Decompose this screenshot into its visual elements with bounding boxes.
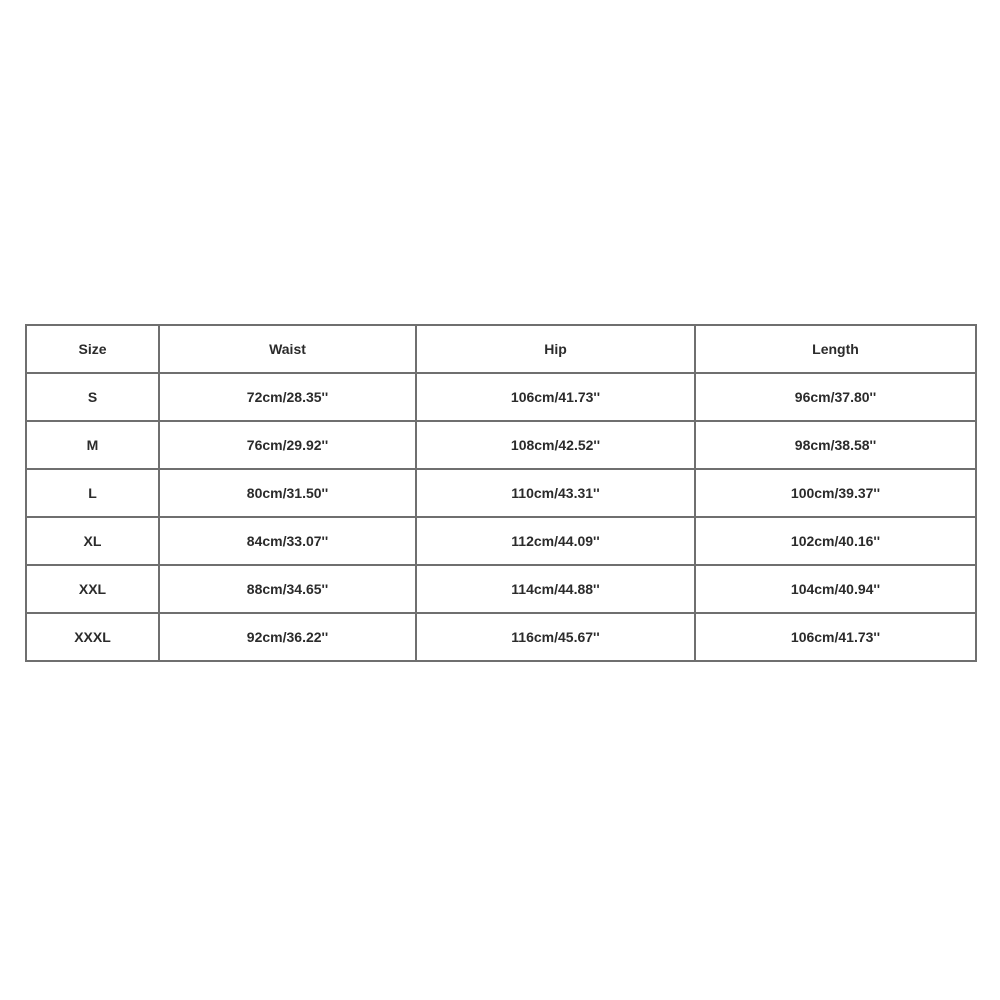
cell-hip: 108cm/42.52'' xyxy=(416,421,695,469)
cell-waist: 84cm/33.07'' xyxy=(159,517,416,565)
table-row xyxy=(26,421,976,469)
cell-hip: 114cm/44.88'' xyxy=(416,565,695,613)
header-waist: Waist xyxy=(159,325,416,373)
table-row xyxy=(26,565,976,613)
cell-waist: 72cm/28.35'' xyxy=(159,373,416,421)
table-row xyxy=(26,517,976,565)
header-hip: Hip xyxy=(416,325,695,373)
cell-hip: 116cm/45.67'' xyxy=(416,613,695,661)
cell-waist: 76cm/29.92'' xyxy=(159,421,416,469)
cell-hip: 106cm/41.73'' xyxy=(416,373,695,421)
cell-size: XXXL xyxy=(26,613,159,661)
header-size: Size xyxy=(26,325,159,373)
cell-size: XL xyxy=(26,517,159,565)
cell-length: 100cm/39.37'' xyxy=(695,469,976,517)
cell-waist: 88cm/34.65'' xyxy=(159,565,416,613)
cell-size: S xyxy=(26,373,159,421)
table-row xyxy=(26,373,976,421)
cell-waist: 92cm/36.22'' xyxy=(159,613,416,661)
cell-size: M xyxy=(26,421,159,469)
header-length: Length xyxy=(695,325,976,373)
table-header xyxy=(26,325,976,373)
size-chart-table xyxy=(25,324,977,662)
cell-hip: 110cm/43.31'' xyxy=(416,469,695,517)
cell-length: 102cm/40.16'' xyxy=(695,517,976,565)
table-body xyxy=(26,373,976,661)
cell-length: 98cm/38.58'' xyxy=(695,421,976,469)
cell-size: L xyxy=(26,469,159,517)
cell-size: XXL xyxy=(26,565,159,613)
header-row xyxy=(26,325,976,373)
cell-length: 96cm/37.80'' xyxy=(695,373,976,421)
cell-waist: 80cm/31.50'' xyxy=(159,469,416,517)
cell-length: 104cm/40.94'' xyxy=(695,565,976,613)
cell-hip: 112cm/44.09'' xyxy=(416,517,695,565)
cell-length: 106cm/41.73'' xyxy=(695,613,976,661)
table-row xyxy=(26,613,976,661)
table-row xyxy=(26,469,976,517)
